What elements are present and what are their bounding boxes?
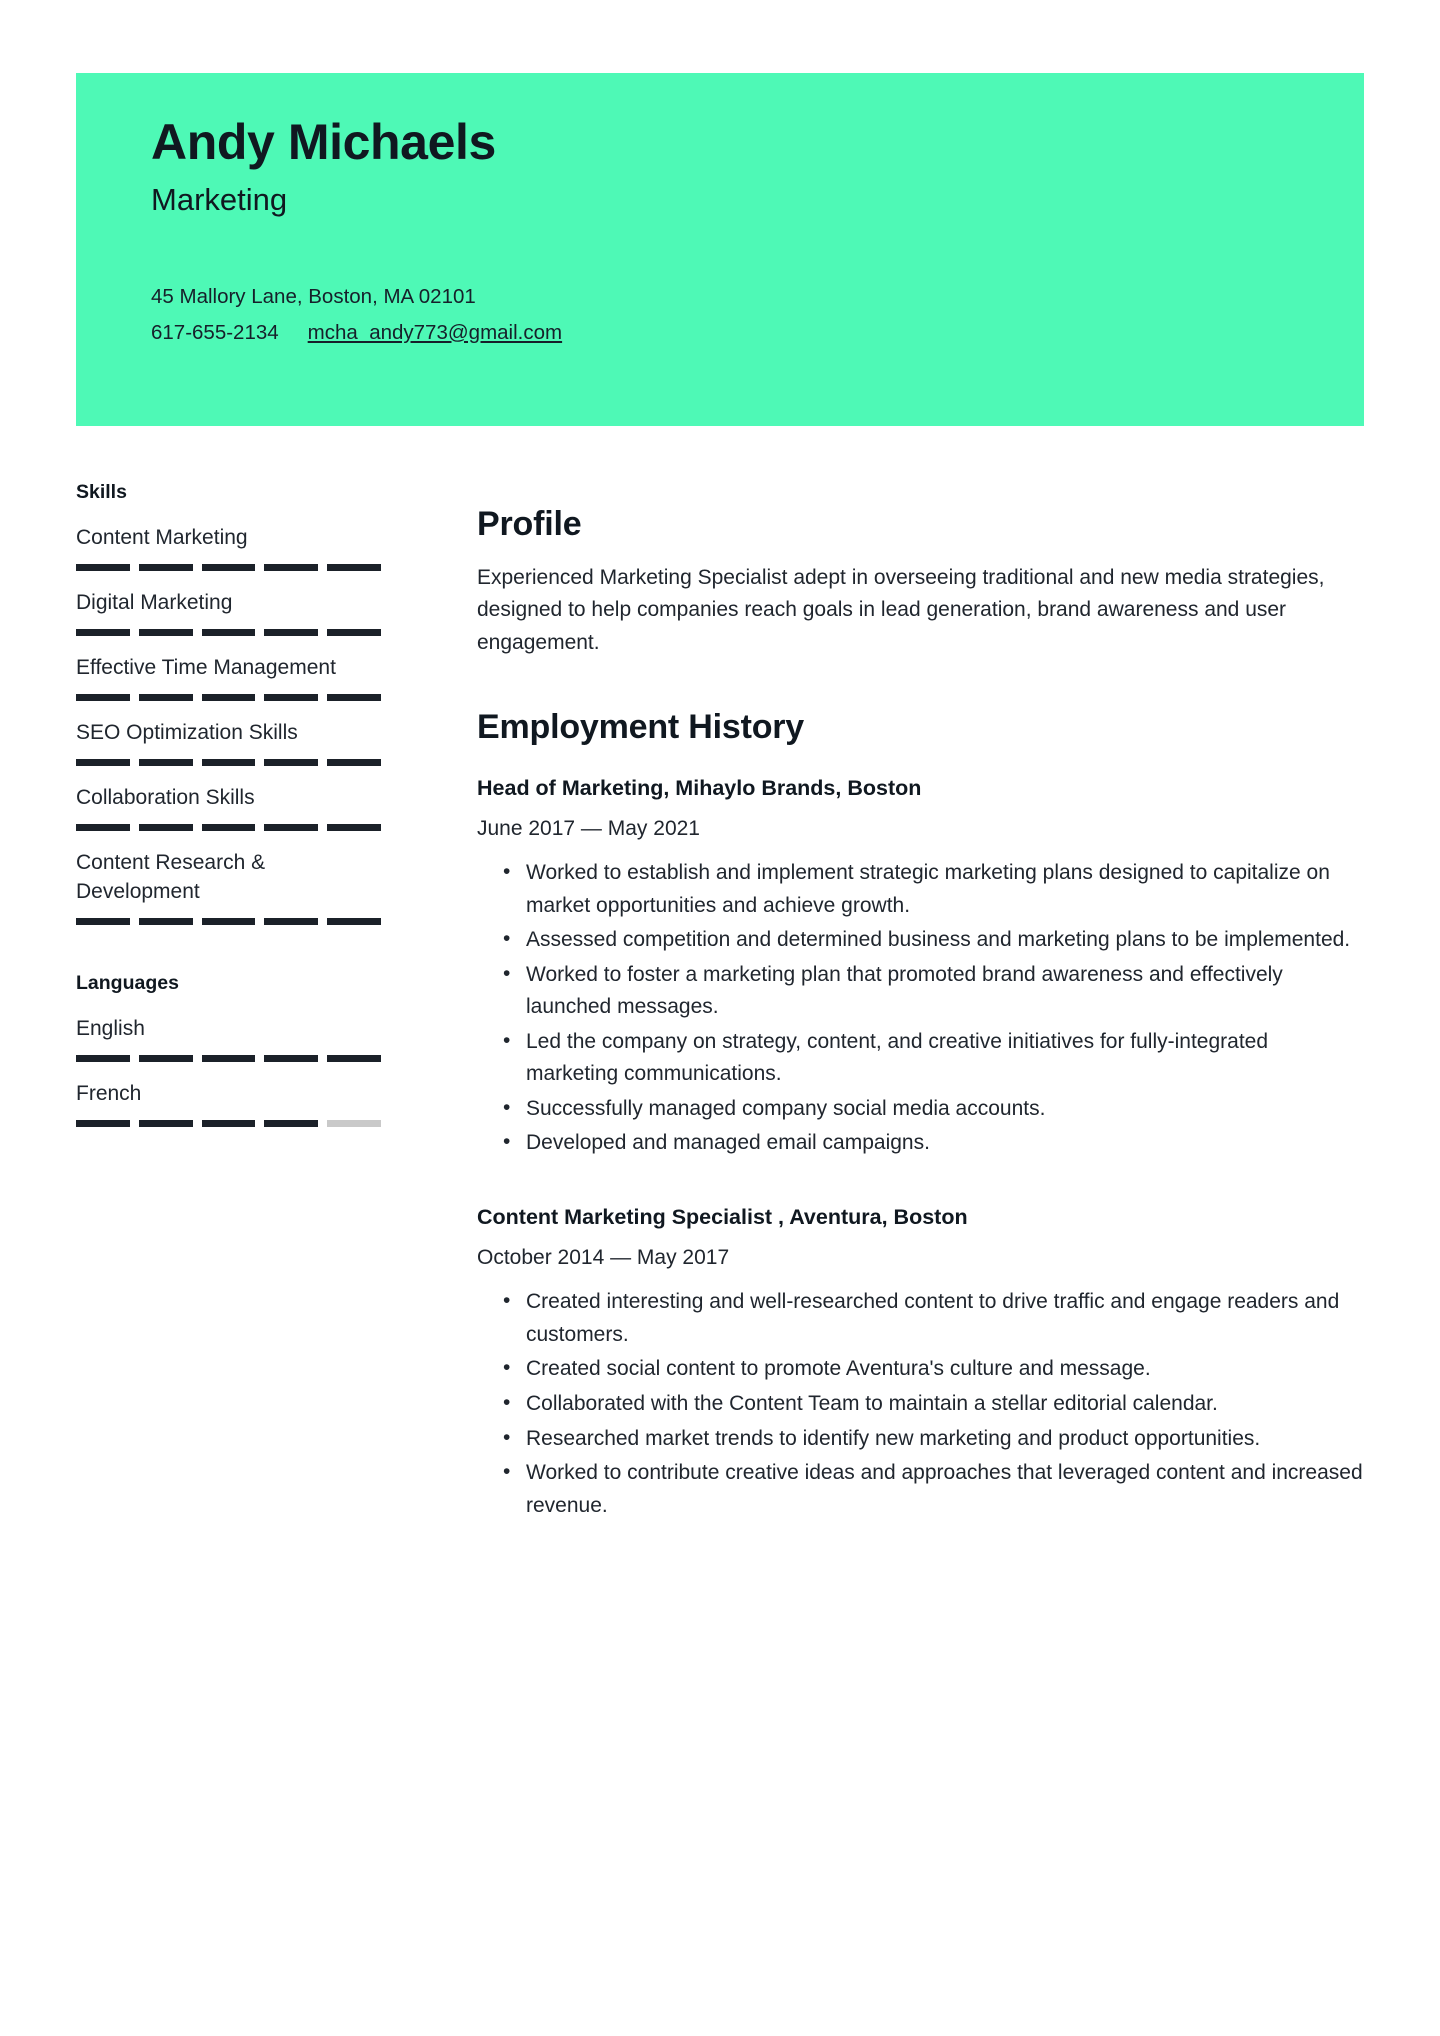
skills-heading: Skills [76, 481, 127, 503]
rating-segment [264, 694, 318, 701]
rating-segment [139, 759, 193, 766]
rating-segment [264, 1120, 318, 1127]
job-bullet: • Worked to contribute creative ideas and approaches that leveraged content and increased revenue. [499, 1457, 1364, 1522]
job-bullet: • Assessed competition and determined business and marketing plans to be implemented. [499, 924, 1364, 957]
rating-segment [76, 629, 130, 636]
job-bullet: • Researched market trends to identify new marketing and product opportunities. [499, 1423, 1364, 1456]
rating-segment [139, 564, 193, 571]
rating-segment [76, 759, 130, 766]
skill-rating-bar [76, 824, 381, 831]
rating-segment [202, 759, 256, 766]
languages-section [76, 971, 381, 1127]
skill-rating-bar [76, 629, 381, 636]
skill-label: Digital Marketing [76, 591, 233, 615]
profile-text: Experienced Marketing Specialist adept in overseeing traditional and new media strategies, designed to help companies reach goals in lead generation, brand awareness and user engagement. [477, 565, 1325, 654]
rating-segment [202, 918, 256, 925]
contact-block [151, 279, 1364, 350]
job-role: Head of Marketing, Mihaylo Brands, Boston [477, 775, 922, 800]
language-item [76, 1015, 381, 1062]
skill-label: Effective Time Management [76, 656, 336, 680]
rating-segment [264, 1055, 318, 1062]
skill-item [76, 784, 381, 831]
rating-segment [139, 629, 193, 636]
rating-segment [76, 694, 130, 701]
job-bullet: • Worked to foster a marketing plan that promoted brand awareness and effectively launched messages. [499, 959, 1364, 1024]
profile-heading: Profile [477, 505, 582, 543]
rating-segment [202, 824, 256, 831]
skill-rating-bar [76, 564, 381, 571]
rating-segment [264, 824, 318, 831]
skill-label: Content Marketing [76, 526, 248, 550]
contact-phone: 617-655-2134 [151, 320, 279, 344]
skill-item [76, 589, 381, 636]
job-bullet: • Created social content to promote Aventura's culture and message. [499, 1353, 1364, 1386]
header-content [76, 73, 1364, 350]
rating-segment [76, 824, 130, 831]
rating-segment [327, 824, 381, 831]
job-bullet: • Created interesting and well-researched content to drive traffic and engage readers and customers. [499, 1286, 1364, 1351]
rating-segment [202, 564, 256, 571]
skill-item [76, 849, 381, 925]
rating-segment [327, 564, 381, 571]
rating-segment [264, 759, 318, 766]
resume-body [76, 480, 1364, 1524]
job-bullet-list [477, 857, 1364, 1160]
job-bullet: • Successfully managed company social media accounts. [499, 1093, 1364, 1126]
resume-sidebar [76, 480, 381, 1145]
job-bullet-list [477, 1286, 1364, 1522]
rating-segment [139, 918, 193, 925]
employment-section [477, 706, 1364, 1522]
language-rating-bar [76, 1055, 381, 1062]
rating-segment [202, 629, 256, 636]
rating-segment [327, 629, 381, 636]
job-dates: October 2014 — May 2017 [477, 1245, 730, 1269]
rating-segment [327, 759, 381, 766]
skill-rating-bar [76, 759, 381, 766]
resume-header-banner [76, 73, 1364, 426]
job-bullet: • Collaborated with the Content Team to maintain a stellar editorial calendar. [499, 1388, 1364, 1421]
skill-item [76, 719, 381, 766]
language-label: English [76, 1017, 145, 1041]
language-item [76, 1080, 381, 1127]
skill-rating-bar [76, 918, 381, 925]
job-bullet: • Led the company on strategy, content, and creative initiatives for fully-integrated marketing communications. [499, 1026, 1364, 1091]
profile-section [477, 503, 1364, 659]
job-bullet: • Worked to establish and implement strategic marketing plans designed to capitalize on market opportunities and achieve growth. [499, 857, 1364, 922]
language-rating-bar [76, 1120, 381, 1127]
language-label: French [76, 1082, 142, 1106]
rating-segment [139, 694, 193, 701]
job-entry [477, 1203, 1364, 1522]
rating-segment [139, 1120, 193, 1127]
rating-segment [202, 1055, 256, 1062]
skill-item [76, 524, 381, 571]
rating-segment [264, 564, 318, 571]
rating-segment [327, 1055, 381, 1062]
languages-list [76, 1015, 381, 1127]
contact-email-link[interactable]: mcha_andy773@gmail.com [307, 320, 563, 344]
skill-label: Collaboration Skills [76, 786, 255, 810]
languages-heading: Languages [76, 972, 179, 995]
job-dates: June 2017 — May 2021 [477, 816, 700, 840]
candidate-job-title: Marketing [151, 182, 288, 217]
job-entry [477, 774, 1364, 1160]
candidate-name: Andy Michaels [151, 114, 496, 170]
rating-segment [139, 824, 193, 831]
resume-main [381, 480, 1364, 1524]
job-role: Content Marketing Specialist , Aventura, Boston [477, 1204, 968, 1229]
skill-item [76, 654, 381, 701]
jobs-list [477, 774, 1364, 1523]
rating-segment [202, 694, 256, 701]
rating-segment [76, 564, 130, 571]
skill-label: SEO Optimization Skills [76, 721, 298, 745]
rating-segment [264, 918, 318, 925]
rating-segment [327, 694, 381, 701]
employment-heading: Employment History [477, 708, 805, 747]
job-bullet: • Developed and managed email campaigns. [499, 1127, 1364, 1160]
skills-list [76, 524, 381, 925]
rating-segment [202, 1120, 256, 1127]
rating-segment [76, 918, 130, 925]
rating-segment [327, 1120, 381, 1127]
skill-label: Content Research & Development [76, 851, 266, 904]
rating-segment [327, 918, 381, 925]
skill-rating-bar [76, 694, 381, 701]
contact-phone-email-row [151, 315, 1364, 350]
rating-segment [76, 1120, 130, 1127]
skills-section [76, 480, 381, 925]
rating-segment [264, 629, 318, 636]
rating-segment [76, 1055, 130, 1062]
contact-address: 45 Mallory Lane, Boston, MA 02101 [151, 285, 476, 309]
rating-segment [139, 1055, 193, 1062]
